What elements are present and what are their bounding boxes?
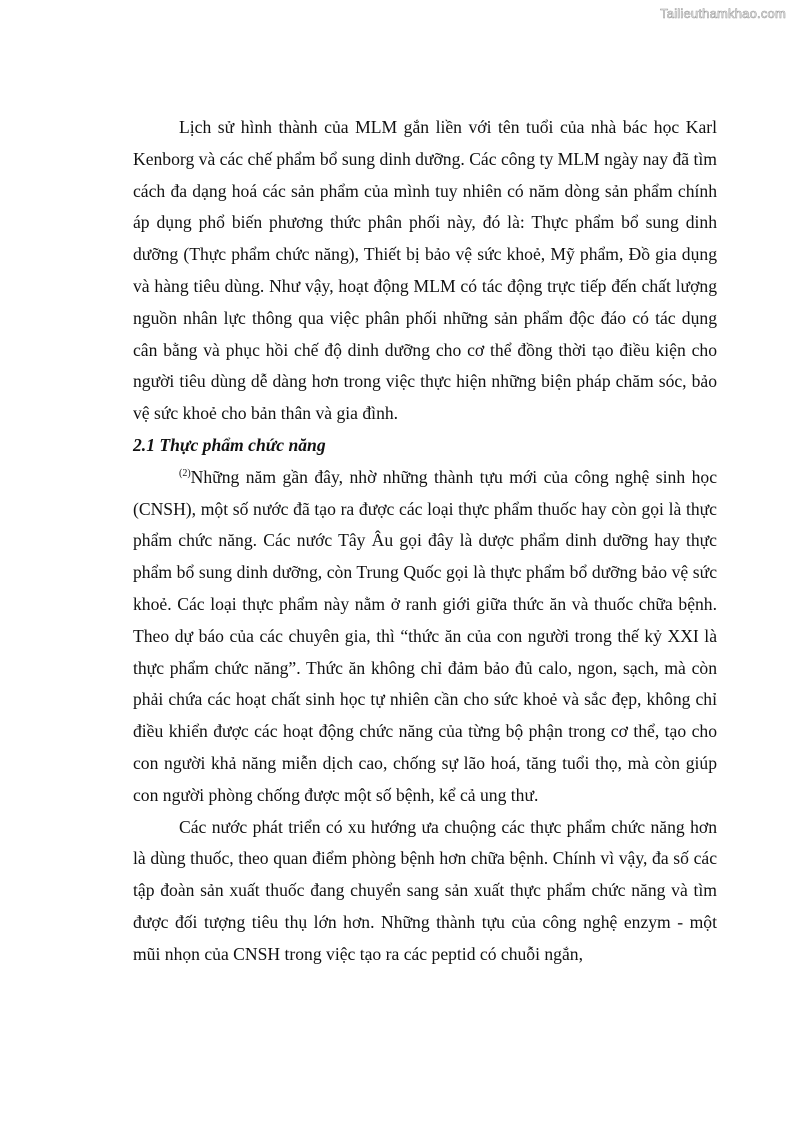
section-heading: 2.1 Thực phẩm chức năng [133, 434, 326, 455]
watermark: Tailieuthamkhao.com [660, 6, 786, 21]
paragraph-functional-food [133, 462, 717, 812]
footnote-marker: (2) [179, 467, 191, 479]
paragraph-functional-food-text: Những năm gần đây, nhờ những thành tựu mới của công nghệ sinh học (CNSH), một số nước đã tạo ra được các loại thực phẩm thuốc hay còn gọi là thực phẩm chức năng. Các nước Tây Âu gọi đây là dược phẩm dinh dưỡng hay thực phẩm bổ sung dinh dưỡng, còn Trung Quốc gọi là thực phẩm bổ dưỡng bảo vệ sức khoẻ. Các loại thực phẩm này nằm ở ranh giới giữa thức ăn và thuốc chữa bệnh. Theo dự báo của các chuyên gia, thì “thức ăn của con người trong thế kỷ XXI là thực phẩm chức năng”. Thức ăn không chỉ đảm bảo đủ calo, ngon, sạch, mà còn phải chứa các hoạt chất sinh học tự nhiên cần cho sức khoẻ và sắc đẹp, không chỉ điều khiển được các hoạt động chức năng của từng bộ phận trong cơ thể, tạo cho con người khả năng miễn dịch cao, chống sự lão hoá, tăng tuổi thọ, mà còn giúp con người phòng chống được một số bệnh, kể cả ung thư. [133, 466, 717, 805]
paragraph-mlm-history: Lịch sử hình thành của MLM gắn liền với tên tuổi của nhà bác học Karl Kenborg và các chế phẩm bổ sung dinh dưỡng. Các công ty MLM ngày nay đã tìm cách đa dạng hoá các sản phẩm của mình tuy nhiên có năm dòng sản phẩm chính áp dụng phổ biến phương thức phân phối này, đó là: Thực phẩm bổ sung dinh dưỡng (Thực phẩm chức năng), Thiết bị bảo vệ sức khoẻ, Mỹ phẩm, Đồ gia dụng và hàng tiêu dùng. Như vậy, hoạt động MLM có tác động trực tiếp đến chất lượng nguồn nhân lực thông qua việc phân phối những sản phẩm độc đáo có tác dụng cân bằng và phục hồi chế độ dinh dưỡng cho cơ thể đồng thời tạo điều kiện cho người tiêu dùng dễ dàng hơn trong việc thực hiện những biện pháp chăm sóc, bảo vệ sức khoẻ cho bản thân và gia đình. [133, 117, 717, 424]
document-body [133, 112, 717, 971]
paragraph-developed-countries: Các nước phát triển có xu hướng ưa chuộng các thực phẩm chức năng hơn là dùng thuốc, theo quan điểm phòng bệnh hơn chữa bệnh. Chính vì vậy, đa số các tập đoàn sản xuất thuốc đang chuyển sang sản xuất thực phẩm chức năng và tìm được đối tượng tiêu thụ lớn hơn. Những thành tựu của công nghệ enzym - một mũi nhọn của CNSH trong việc tạo ra các peptid có chuỗi ngắn, [133, 816, 717, 964]
